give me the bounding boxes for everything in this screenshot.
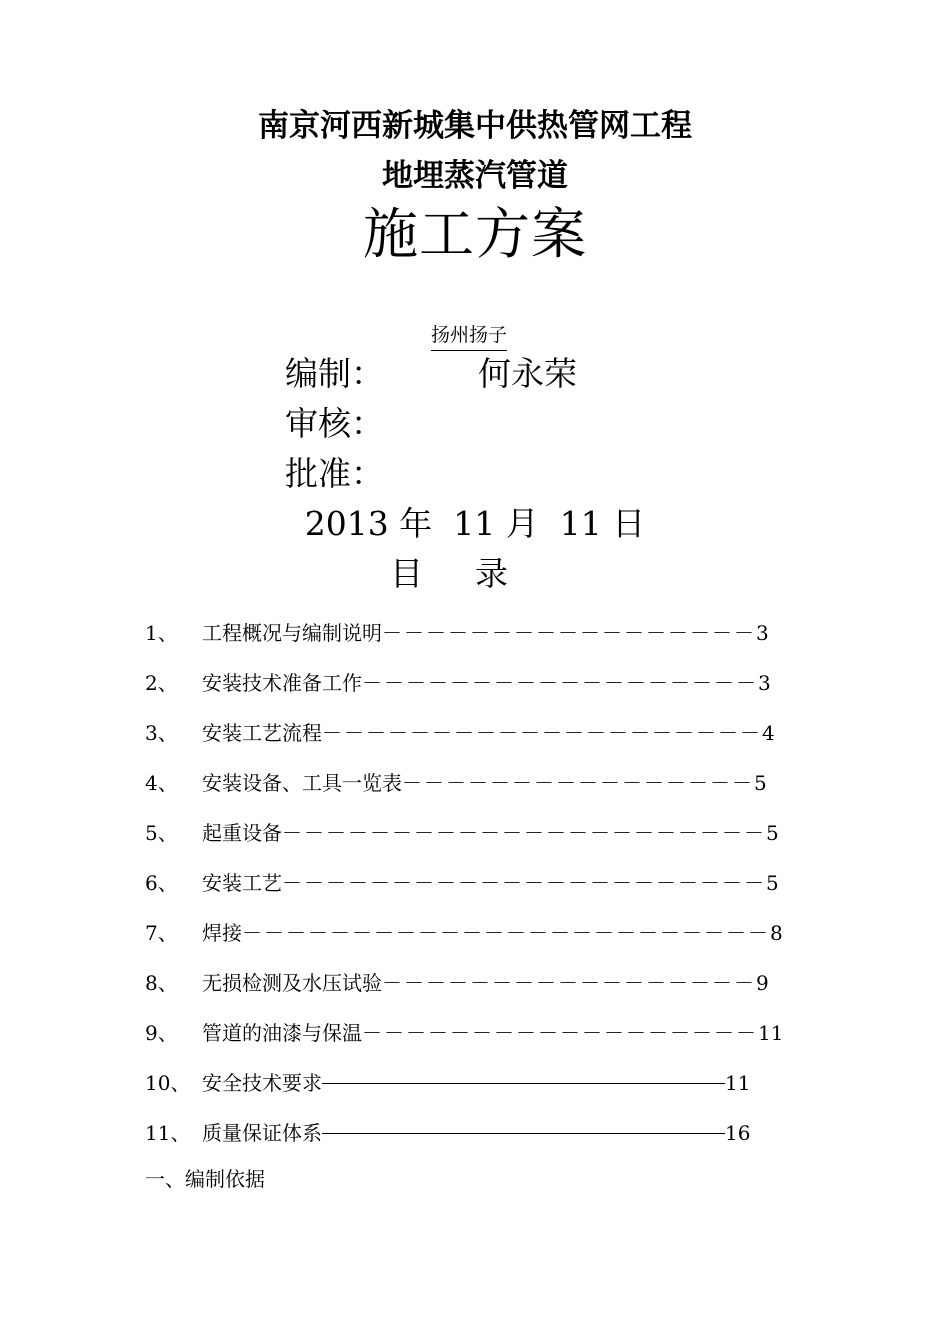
toc-title-part-1: 目 xyxy=(390,554,423,593)
toc-item-number: 2、 xyxy=(145,671,178,695)
toc-item-page: 9 xyxy=(756,971,769,995)
toc-item[interactable] xyxy=(145,1117,785,1167)
toc-item-page: 11 xyxy=(725,1071,751,1095)
title-line-3: 施工方案 xyxy=(362,202,587,266)
toc-item-page: 16 xyxy=(725,1121,751,1145)
toc-item[interactable] xyxy=(145,817,785,867)
toc-item-page: 11 xyxy=(758,1021,784,1045)
toc-item-page: 8 xyxy=(770,921,783,945)
toc-item-leader: －－－－－－－－－－－－－－－－－－－－－－ xyxy=(282,821,766,845)
toc-item-label: 质量保证体系 xyxy=(202,1121,322,1145)
toc-item[interactable] xyxy=(145,917,785,967)
toc-item-leader: －－－－－－－－－－－－－－－－－－－－ xyxy=(322,721,762,745)
toc-item-leader: －－－－－－－－－－－－－－－－－ xyxy=(382,621,756,645)
toc-item-label: 无损检测及水压试验 xyxy=(202,971,382,995)
toc-item-leader: －－－－－－－－－－－－－－－－－－－－－－－－ xyxy=(242,921,770,945)
toc-item[interactable] xyxy=(145,717,785,767)
toc-item-leader-line xyxy=(322,1083,725,1084)
toc-item-number: 5、 xyxy=(145,821,178,845)
organization-name: 扬州扬子 xyxy=(431,320,507,351)
section-heading: 一、编制依据 xyxy=(145,1167,265,1191)
toc-item-leader: －－－－－－－－－－－－－－－－ xyxy=(402,771,754,795)
toc-item-label: 安装技术准备工作 xyxy=(202,671,362,695)
toc-item-label: 安装设备、工具一览表 xyxy=(202,771,402,795)
toc-item-leader: －－－－－－－－－－－－－－－－－－－－－－ xyxy=(282,871,766,895)
toc-title xyxy=(390,552,508,596)
toc-item-leader: －－－－－－－－－－－－－－－－－ xyxy=(382,971,756,995)
toc-item-leader: －－－－－－－－－－－－－－－－－－ xyxy=(362,1021,758,1045)
toc-item-number: 9、 xyxy=(145,1021,178,1045)
editor-name: 何永荣 xyxy=(478,354,577,393)
toc-item-label: 管道的油漆与保温 xyxy=(202,1021,362,1045)
toc-item-number: 11、 xyxy=(145,1121,191,1145)
toc-item[interactable] xyxy=(145,1017,785,1067)
toc-item[interactable] xyxy=(145,867,785,917)
toc-item-leader: －－－－－－－－－－－－－－－－－－ xyxy=(362,671,758,695)
toc-item[interactable] xyxy=(145,967,785,1017)
toc-title-part-2: 录 xyxy=(475,554,508,593)
toc-item-number: 4、 xyxy=(145,771,178,795)
toc-item-page: 5 xyxy=(766,821,779,845)
toc-item-number: 3、 xyxy=(145,721,178,745)
toc-item[interactable] xyxy=(145,1067,785,1117)
toc-item-number: 7、 xyxy=(145,921,178,945)
toc-item-page: 3 xyxy=(758,671,771,695)
title-line-1: 南京河西新城集中供热管网工程 xyxy=(258,108,692,144)
toc-item-label: 安装工艺流程 xyxy=(202,721,322,745)
toc-item-number: 6、 xyxy=(145,871,178,895)
toc-item[interactable] xyxy=(145,767,785,817)
toc-item-page: 5 xyxy=(754,771,767,795)
toc-item[interactable] xyxy=(145,617,785,667)
toc-item-page: 4 xyxy=(762,721,775,745)
toc-item-page: 5 xyxy=(766,871,779,895)
toc-item-number: 1、 xyxy=(145,621,178,645)
toc-item[interactable] xyxy=(145,667,785,717)
toc-item-label: 工程概况与编制说明 xyxy=(202,621,382,645)
toc-item-label: 安装工艺 xyxy=(202,871,282,895)
toc-item-number: 10、 xyxy=(145,1071,191,1095)
editor-label: 编制： xyxy=(285,354,384,393)
toc-item-leader-line xyxy=(322,1133,725,1134)
reviewer-label: 审核： xyxy=(285,404,384,443)
approver-label: 批准： xyxy=(285,454,384,493)
toc-item-label: 起重设备 xyxy=(202,821,282,845)
toc-item-label: 焊接 xyxy=(202,921,242,945)
toc-item-number: 8、 xyxy=(145,971,178,995)
table-of-contents xyxy=(145,617,785,1167)
title-line-2: 地埋蒸汽管道 xyxy=(382,158,568,194)
toc-item-label: 安全技术要求 xyxy=(202,1071,322,1095)
document-date: 2013 年 11 月 11 日 xyxy=(304,504,646,543)
toc-item-page: 3 xyxy=(756,621,769,645)
